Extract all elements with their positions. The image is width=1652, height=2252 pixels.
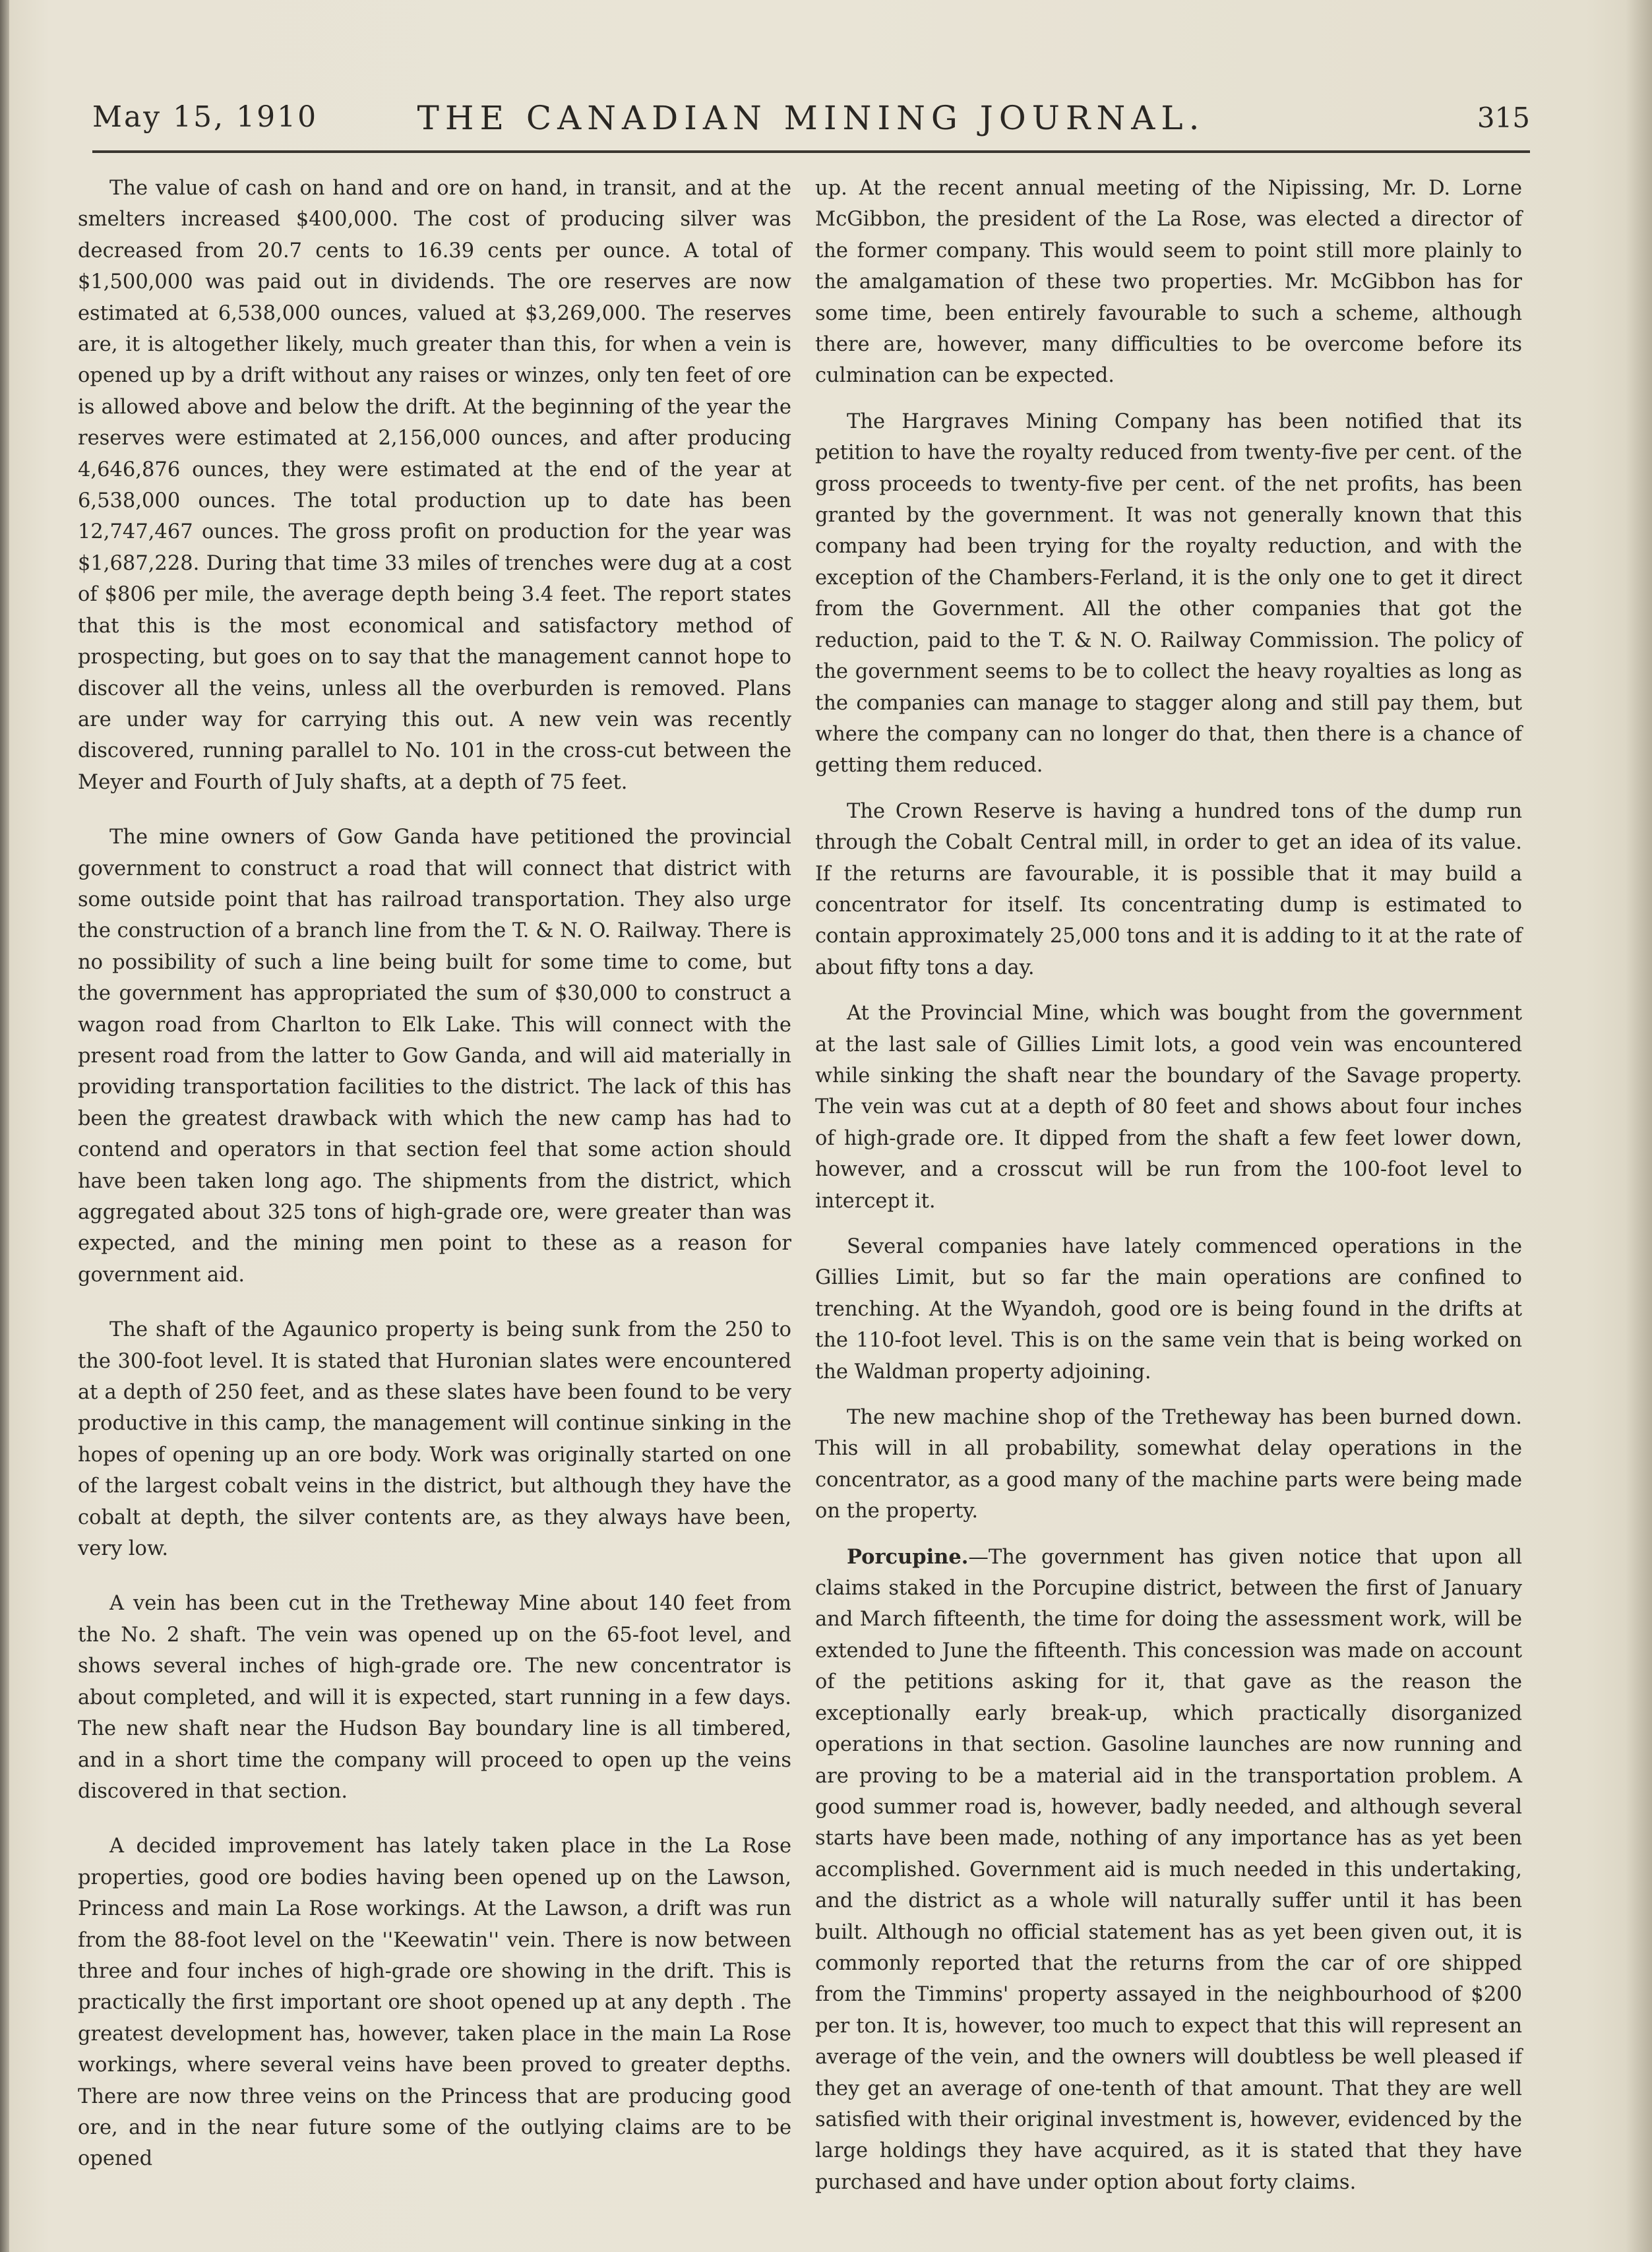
header-rule bbox=[92, 150, 1530, 153]
page-number: 315 bbox=[1477, 102, 1530, 134]
paragraph-provincial-mine: At the Provincial Mine, which was bought from the government at the last sale of Gillies Limit lots, a good vein was encountered while sinking the shaft near the boundary of the Savage property. The vein was cut at a depth of 80 feet and shows about four inches of high-grade ore. It dipped from the shaft a few feet lower down, however, and a crosscut will be run from the 100-foot level to intercept it. bbox=[815, 1002, 1522, 1213]
page-right-edge bbox=[1626, 0, 1652, 2252]
porcupine-heading: Porcupine. bbox=[847, 1544, 969, 1569]
journal-title: THE CANADIAN MINING JOURNAL. bbox=[417, 99, 1206, 137]
paragraph-agaunico: The shaft of the Agaunico property is being sunk from the 250 to the 300-foot level. It is stated that Huronian slates were encountered at a depth of 250 feet, and as these slates have been found to be very productive in this camp, the management will continue sinking in the hopes of opening up an ore body. Work was originally started on one of the largest cobalt veins in the district, but although they have the cobalt at depth, the silver contents are, as they always have been, very low. bbox=[78, 1318, 791, 1561]
paragraph-gillies-limit: Several companies have lately commenced operations in the Gillies Limit, but so far the main operations are confined to trenching. At the Wyandoh, good ore is being found in the drifts at the 110-foot level. This is on the same vein that is being worked on the Waldman property adjoining. bbox=[815, 1235, 1522, 1384]
issue-date: May 15, 1910 bbox=[92, 100, 319, 134]
page-binding-edge bbox=[0, 0, 9, 2252]
paragraph-hargraves: The Hargraves Mining Company has been notified that its petition to have the royalty reduced from twenty-five per cent. of the gross proceeds to twenty-five per cent. of the net profits, has been granted by the government. It was not generally known that this company had been trying for the royalty reduction, and with the exception of the Chambers-Ferland, it is the only one to get it direct from the Government. All the other companies that got the reduction, paid to the T. & N. O. Railway Commission. The policy of the government seems to be to collect the heavy royalties as long as the companies can manage to stagger along and still pay them, but where the company can no longer do that, then there is a chance of getting them reduced. bbox=[815, 410, 1522, 777]
paragraph-porcupine bbox=[815, 1542, 1522, 2199]
paragraph-machine-shop: The new machine shop of the Tretheway has been burned down. This will in all probability, somewhat delay operations in the concentrator, as a good many of the machine parts were being made on the property. bbox=[815, 1406, 1522, 1523]
right-column bbox=[815, 173, 1522, 2194]
page-header bbox=[92, 99, 1530, 145]
porcupine-body: —The government has given notice that upon all claims staked in the Porcupine district, between the first of January and March fifteenth, the time for doing the assessment work, will be extended to June the fifteenth. This concession was made on account of the petitions asking for it, that gave as the reason the exceptionally early break-up, which practically disorganized operations in that section. Gasoline launches are now running and are proving to be a material aid in the transportation problem. A good summer road is, however, badly needed, and although several starts have been made, nothing of any importance has as yet been accomplished. Government aid is much needed in this undertaking, and the district as a whole will naturally suffer until it has been built. Although no official statement has as yet been given out, it is commonly reported that the returns from the car of ore shipped from the Timmins' property assayed in the neighbourhood of $200 per ton. It is, however, too much to expect that this will represent an average of the vein, and the owners will doubtless be well pleased if they get an average of one-tenth of that amount. That they are well satisfied with their original investment is, however, evidenced by the large holdings they have acquired, as it is stated that they have purchased and have under option about forty claims. bbox=[815, 1545, 1522, 2194]
paragraph-cash-on-hand: The value of cash on hand and ore on hand, in transit, and at the smelters increased $400,000. The cost of producing silver was decreased from 20.7 cents to 16.39 cents per ounce. A total of $1,500,000 was paid out in dividends. The ore reserves are now estimated at 6,538,000 ounces, valued at $3,269,000. The reserves are, it is altogether likely, much greater than this, for when a vein is opened up by a drift without any raises or winzes, only ten feet of ore is allowed above and below the drift. At the beginning of the year the reserves were estimated at 2,156,000 ounces, and after producing 4,646,876 ounces, they were estimated at the end of the year at 6,538,000 ounces. The total production up to date has been 12,747,467 ounces. The gross profit on production for the year was $1,687,228. During that time 33 miles of trenches were dug at a cost of $806 per mile, the average depth being 3.4 feet. The report states that this is the most economical and satisfactory method of prospecting, but goes on to say that the management cannot hope to discover all the veins, unless all the overburden is removed. Plans are under way for carrying this out. A new vein was recently discovered, running parallel to No. 101 in the cross-cut between the Meyer and Fourth of July shafts, at a depth of 75 feet. bbox=[78, 177, 791, 794]
paragraph-gow-ganda: The mine owners of Gow Ganda have petitioned the provincial government to construct a road that will connect that district with some outside point that has railroad transportation. They also urge the construction of a branch line from the T. & N. O. Railway. There is no possibility of such a line being built for some time to come, but the government has appropriated the sum of $30,000 to construct a wagon road from Charlton to Elk Lake. This will connect with the present road from the latter to Gow Ganda, and will aid materially in providing transportation facilities to the district. The lack of this has been the greatest drawback with which the new camp has had to contend and operators in that section feel that some action should have been taken long ago. The shipments from the district, which aggregated about 325 tons of high-grade ore, were greater than was expected, and the mining men point to these as a reason for government aid. bbox=[78, 826, 791, 1287]
paragraph-tretheway-vein: A vein has been cut in the Tretheway Mine about 140 feet from the No. 2 shaft. The vein was opened up on the 65-foot level, and shows several inches of high-grade ore. The new concentrator is about completed, and will it is expected, start running in a few days. The new shaft near the Hudson Bay boundary line is all timbered, and in a short time the company will proceed to open up the veins discovered in that section. bbox=[78, 1592, 791, 1803]
paragraph-crown-reserve: The Crown Reserve is having a hundred tons of the dump run through the Cobalt Central mill, in order to get an idea of its value. If the returns are favourable, it is possible that it may build a concentrator for itself. Its concentrating dump is estimated to contain approximately 25,000 tons and it is adding to it at the rate of about fifty tons a day. bbox=[815, 799, 1522, 979]
left-column bbox=[78, 173, 791, 2177]
paragraph-nipissing: up. At the recent annual meeting of the Nipissing, Mr. D. Lorne McGibbon, the president of the La Rose, was elected a director of the former company. This would seem to point still more plainly to the amalgamation of these two properties. Mr. McGibbon has for some time, been entirely favourable to such a scheme, although there are, however, many difficulties to be overcome before its culmination can be expected. bbox=[815, 177, 1522, 388]
paragraph-la-rose: A decided improvement has lately taken place in the La Rose properties, good ore bodies having been opened up on the Lawson, Princess and main La Rose workings. At the Lawson, a drift was run from the 88-foot level on the ''Keewatin'' vein. There is now between three and four inches of high-grade ore showing in the drift. This is practically the first important ore shoot opened up at any depth . The greatest development has, however, taken place in the main La Rose workings, where several veins have been proved to greater depths. There are now three veins on the Princess that are producing good ore, and in the near future some of the outlying claims are to be opened bbox=[78, 1835, 791, 2171]
